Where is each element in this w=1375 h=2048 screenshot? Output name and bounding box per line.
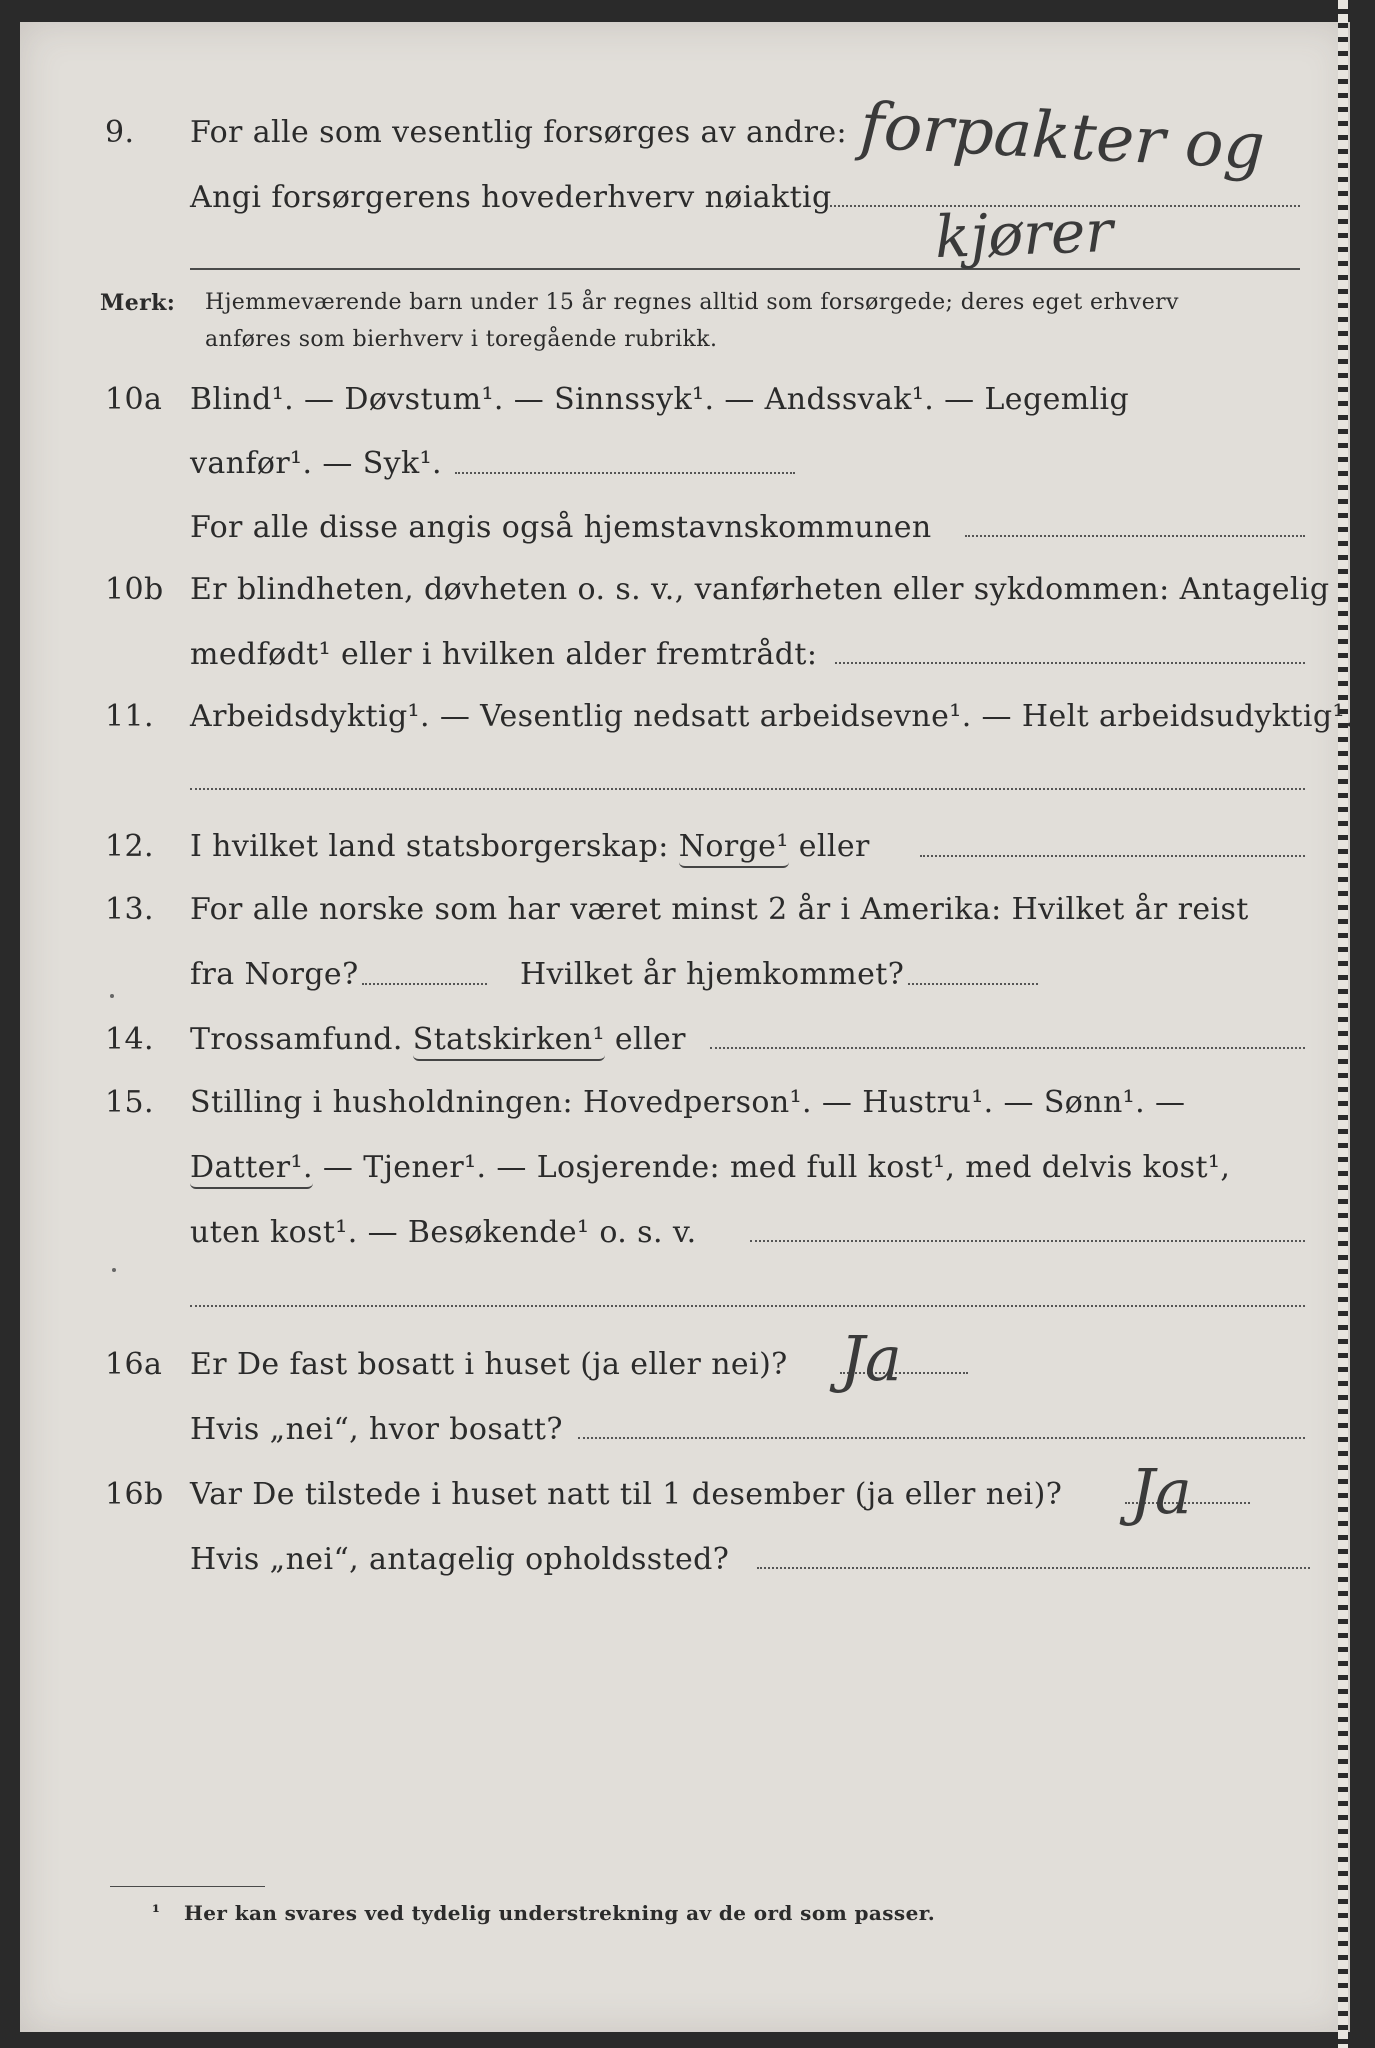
item-15-datter-underlined: Datter¹. <box>190 1150 313 1189</box>
item-10a-answer-line <box>455 472 795 474</box>
item-15-line-2 <box>190 1148 1230 1188</box>
handwriting-occupation-2: kjører <box>933 196 1114 272</box>
item-13-number: 13. <box>105 892 154 927</box>
item-14-line <box>190 1020 686 1060</box>
item-15-line-1: Stilling i husholdningen: Hovedperson¹. — Hustru¹. — Sønn¹. — <box>190 1085 1186 1120</box>
item-15-line-3: uten kost¹. — Besøkende¹ o. s. v. <box>190 1215 697 1250</box>
item-13-reist-label: fra Norge? <box>190 957 359 992</box>
item-14-eller: eller <box>614 1022 686 1057</box>
item-15-answer-line <box>750 1240 1305 1242</box>
item-12-norge-underlined: Norge¹ <box>679 829 789 868</box>
item-12-line <box>190 827 870 867</box>
footnote-text: Her kan svares ved tydelig understrekning av de ord som passer. <box>184 1901 936 1925</box>
merk-line-2: anføres som bierhverv i toregående rubrikk. <box>205 327 718 352</box>
item-15-line-2-rest: — Tjener¹. — Losjerende: med full kost¹, med delvis kost¹, <box>322 1150 1231 1185</box>
paper-speck <box>110 994 114 998</box>
item-9-prompt: Angi forsørgerens hovederhverv nøiaktig <box>190 180 832 215</box>
item-10a-kommune-line <box>965 535 1305 537</box>
item-14-statskirken-underlined: Statskirken¹ <box>413 1022 605 1061</box>
item-16a-followup: Hvis „nei“, hvor bosatt? <box>190 1412 563 1447</box>
merk-label: Merk: <box>100 290 176 316</box>
item-11-answer-line <box>190 788 1305 790</box>
handwriting-answer-16b: Ja <box>1130 1455 1192 1528</box>
item-9-number: 9. <box>105 115 135 150</box>
item-11-number: 11. <box>105 699 154 734</box>
item-10b-number: 10b <box>105 572 164 607</box>
handwriting-answer-16a: Ja <box>840 1322 902 1395</box>
item-10b-answer-line <box>835 662 1305 664</box>
item-9-extra-line <box>190 268 1300 270</box>
item-16a-question: Er De fast bosatt i huset (ja eller nei)? <box>190 1347 788 1382</box>
item-16a-number: 16a <box>105 1347 163 1382</box>
item-10a-line-3: For alle disse angis også hjemstavnskommunen <box>190 510 932 545</box>
item-11-line-1: Arbeidsdyktig¹. — Vesentlig nedsatt arbeidsevne¹. — Helt arbeidsudyktig¹. <box>190 699 1355 734</box>
item-15-extra-line <box>190 1305 1305 1307</box>
item-10b-line-1: Er blindheten, døvheten o. s. v., vanførheten eller sykdommen: Antagelig <box>190 572 1330 607</box>
footnote-mark: ¹ <box>152 1902 161 1923</box>
item-13-reist-line <box>362 983 487 985</box>
item-15-number: 15. <box>105 1085 154 1120</box>
page-edge <box>1338 0 1348 2048</box>
item-10a-number: 10a <box>105 382 163 417</box>
item-16a-followup-line <box>578 1437 1305 1439</box>
item-16b-followup-line <box>757 1567 1310 1569</box>
item-16b-followup: Hvis „nei“, antagelig opholdssted? <box>190 1542 730 1577</box>
merk-line-1: Hjemmeværende barn under 15 år regnes alltid som forsørgede; deres eget erhverv <box>205 290 1179 315</box>
item-12-answer-line <box>920 855 1305 857</box>
item-14-number: 14. <box>105 1022 154 1057</box>
item-10b-line-2: medfødt¹ eller i hvilken alder fremtrådt: <box>190 637 818 672</box>
item-10a-line-2: vanfør¹. — Syk¹. <box>190 446 442 481</box>
item-13-line-1: For alle norske som har været minst 2 år i Amerika: Hvilket år reist <box>190 892 1249 927</box>
item-16b-number: 16b <box>105 1477 164 1512</box>
handwriting-occupation-1: forpakter og <box>858 89 1267 185</box>
item-14-label: Trossamfund. <box>190 1022 403 1057</box>
item-12-eller: eller <box>798 829 870 864</box>
item-13-hjemkommet-line <box>908 983 1038 985</box>
item-9-question: For alle som vesentlig forsørges av andre: <box>190 115 848 150</box>
item-12-question: I hvilket land statsborgerskap: <box>190 829 669 864</box>
paper-speck <box>112 1268 116 1272</box>
item-14-answer-line <box>710 1047 1305 1049</box>
item-13-hjemkommet-label: Hvilket år hjemkommet? <box>520 957 905 992</box>
item-12-number: 12. <box>105 829 154 864</box>
item-10a-line-1: Blind¹. — Døvstum¹. — Sinnssyk¹. — Andssvak¹. — Legemlig <box>190 382 1130 417</box>
footnote-rule <box>110 1886 265 1887</box>
item-16b-question: Var De tilstede i huset natt til 1 desember (ja eller nei)? <box>190 1477 1063 1512</box>
